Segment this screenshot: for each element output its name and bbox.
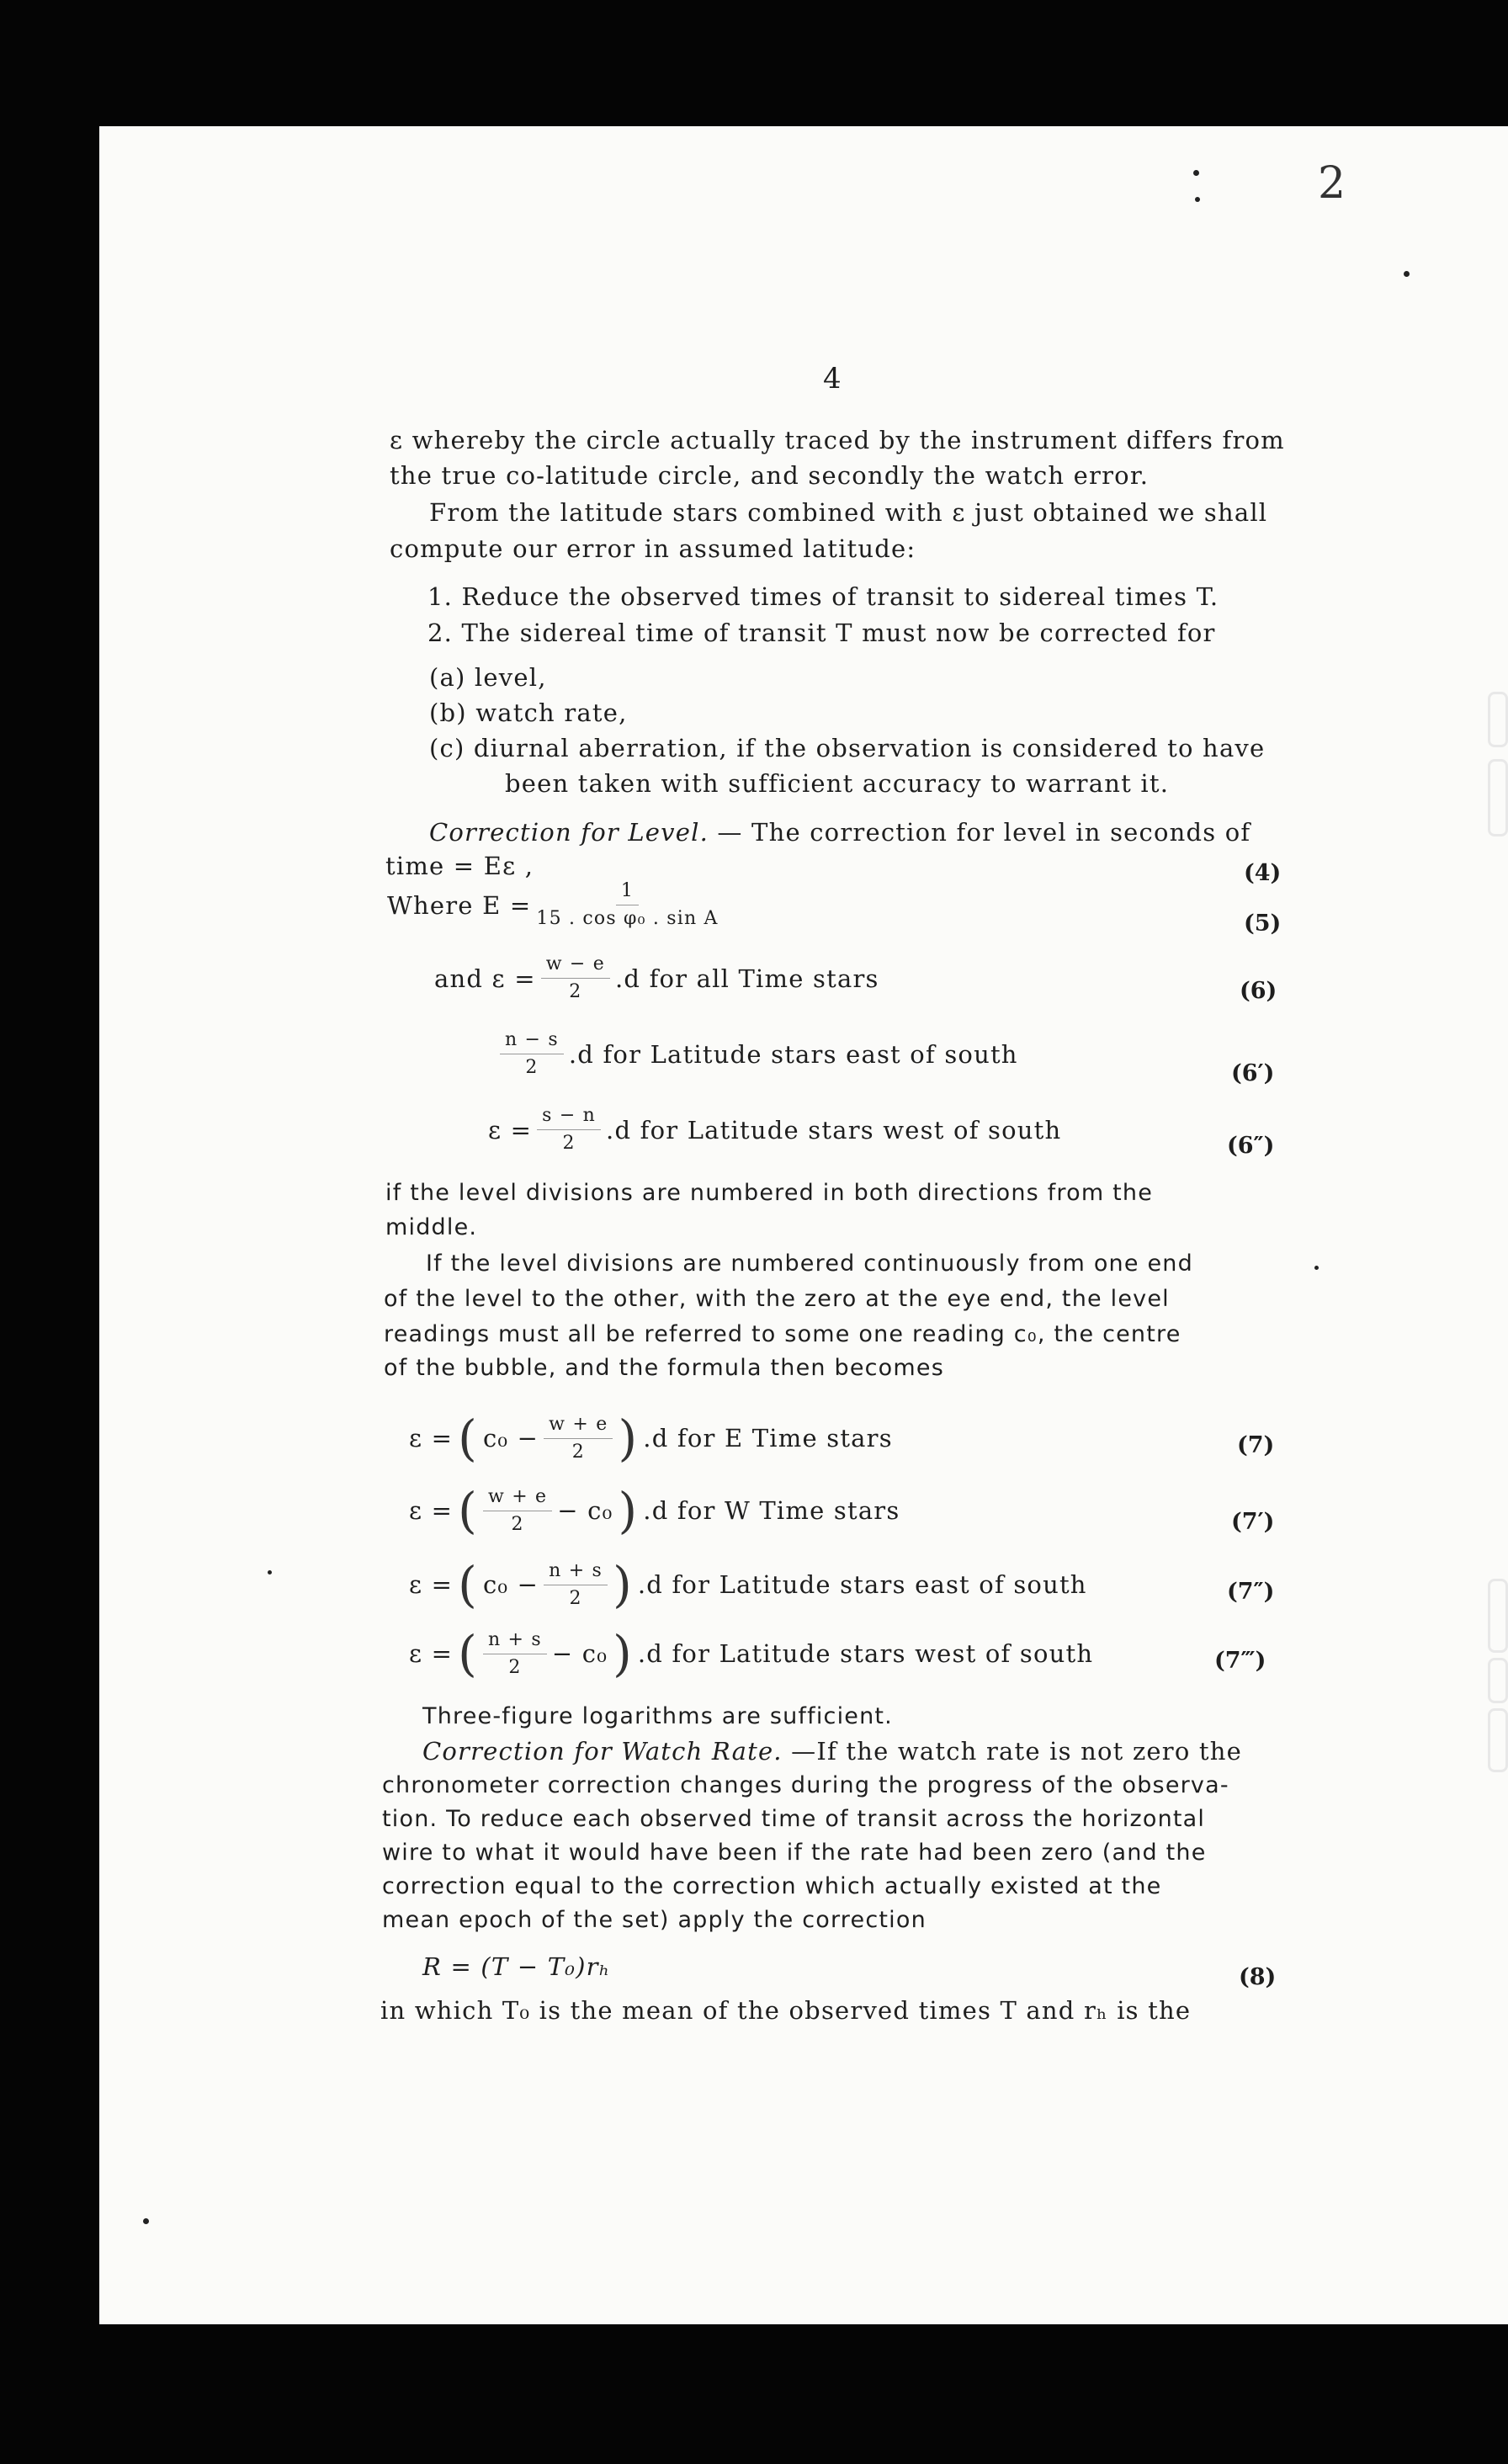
equation-number: (4) — [1244, 860, 1282, 886]
denominator: 2 — [511, 1513, 524, 1535]
equation-number: (7″) — [1227, 1579, 1275, 1605]
binding-mark — [1488, 1708, 1508, 1772]
equation-6-prime — [500, 1031, 1018, 1077]
denominator: 2 — [525, 1057, 539, 1078]
section-heading: Correction for Level. — [429, 818, 709, 847]
scanned-page — [99, 126, 1508, 2324]
text: —If the watch rate is not zero the — [791, 1737, 1243, 1766]
text-line: wire to what it would have been if the rate had been zero (and the — [382, 1840, 1207, 1866]
denominator: 2 — [571, 1441, 585, 1463]
text: .d for Latitude stars west of south — [606, 1115, 1062, 1144]
equation-7-double-prime — [409, 1556, 1087, 1613]
paren: ( — [458, 1482, 478, 1539]
list-item-c-cont: been taken with sufficient accuracy to warrant it. — [505, 769, 1170, 798]
equation-number: (6″) — [1227, 1133, 1275, 1159]
lhs: ε = — [409, 1639, 454, 1668]
equation-number: (7′) — [1231, 1509, 1275, 1535]
numerator: w + e — [544, 1415, 613, 1439]
scan-speck — [268, 1570, 272, 1575]
step-2: 2. The sidereal time of transit T must now be corrected for — [427, 619, 1216, 647]
text-line: mean epoch of the set) apply the correction — [382, 1907, 927, 1933]
text-line: compute our error in assumed latitude: — [390, 534, 916, 563]
list-item-a: (a) level, — [429, 663, 547, 692]
paren: ( — [458, 1556, 478, 1613]
scan-speck — [1314, 1266, 1319, 1270]
text: — The correction for level in seconds of — [717, 818, 1251, 847]
text-line: From the latitude stars combined with ε just obtained we shall — [429, 498, 1268, 527]
denominator: 2 — [562, 1133, 576, 1154]
fraction — [544, 1415, 613, 1462]
numerator: s − n — [537, 1107, 601, 1130]
correction-level-line — [429, 818, 1250, 847]
scan-speck — [1404, 271, 1410, 277]
denominator: 15 . cos φ₀ . sin A — [536, 908, 719, 929]
binding-mark — [1488, 1658, 1508, 1703]
text-line: Three-figure logarithms are sufficient. — [422, 1703, 893, 1729]
lhs: ε = — [488, 1115, 533, 1144]
equation-number: (6′) — [1231, 1060, 1275, 1086]
denominator: 2 — [508, 1656, 522, 1678]
fraction — [536, 882, 718, 928]
equation-number: (7) — [1237, 1432, 1275, 1458]
equation-8: R = (T − T₀)rₕ — [422, 1952, 611, 1981]
fraction — [483, 1485, 552, 1535]
list-item-b: (b) watch rate, — [429, 698, 628, 727]
text-line: the true co-latitude circle, and secondly the watch error. — [390, 461, 1150, 490]
scan-speck — [143, 2218, 149, 2224]
equation-7 — [409, 1410, 893, 1467]
term: − c₀ — [551, 1639, 608, 1668]
equation-number: (8) — [1239, 1964, 1277, 1990]
lhs: ε = — [409, 1570, 454, 1599]
binding-mark — [1488, 692, 1508, 747]
lhs: ε = — [409, 1496, 454, 1525]
term: − c₀ — [557, 1496, 613, 1525]
equation-7-prime — [409, 1482, 900, 1539]
fraction — [537, 1107, 601, 1153]
equation-6-double-prime — [488, 1107, 1061, 1153]
scan-speck — [1193, 170, 1199, 176]
equation-5 — [387, 882, 719, 928]
label: and ε = — [434, 964, 536, 993]
denominator: 2 — [569, 1587, 582, 1609]
text-line: of the bubble, and the formula then becomes — [384, 1355, 944, 1381]
step-1: 1. Reduce the observed times of transit to sidereal times T. — [427, 582, 1219, 611]
fraction — [483, 1628, 547, 1678]
paren: ( — [458, 1410, 478, 1467]
paren: ( — [458, 1625, 478, 1682]
text-line: tion. To reduce each observed time of transit across the horizontal — [382, 1806, 1206, 1832]
numerator: n + s — [544, 1562, 608, 1585]
label: Where E = — [387, 890, 532, 920]
text: .d for all Time stars — [614, 964, 879, 993]
text-line: of the level to the other, with the zero at the eye end, the level — [384, 1286, 1170, 1312]
denominator: 2 — [569, 981, 582, 1002]
fraction — [541, 955, 610, 1001]
text-line: time = Eε , — [385, 852, 534, 880]
fraction — [500, 1031, 564, 1077]
numerator: n − s — [500, 1031, 564, 1054]
correction-watch-line — [422, 1737, 1242, 1766]
numerator: w + e — [483, 1488, 552, 1511]
text: .d for Latitude stars east of south — [637, 1570, 1087, 1599]
numerator: w − e — [541, 955, 610, 979]
text-line: in which T₀ is the mean of the observed times T and rₕ is the — [380, 1996, 1192, 2025]
binding-mark — [1488, 1579, 1508, 1653]
text: .d for Latitude stars west of south — [637, 1639, 1094, 1668]
scan-speck — [1195, 197, 1200, 202]
paren: ) — [613, 1625, 633, 1682]
equation-6 — [434, 955, 879, 1001]
equation-7-triple-prime — [409, 1625, 1094, 1682]
text-line: chronometer correction changes during the progress of the observa- — [382, 1772, 1229, 1798]
text: .d for E Time stars — [643, 1424, 893, 1452]
text: .d for W Time stars — [643, 1496, 900, 1525]
paren: ) — [618, 1410, 639, 1467]
equation-number: (5) — [1244, 911, 1282, 937]
page-number: 4 — [823, 362, 842, 396]
list-item-c: (c) diurnal aberration, if the observation is considered to have — [429, 734, 1266, 762]
text-line: correction equal to the correction which actually existed at the — [382, 1873, 1162, 1899]
text: .d for Latitude stars east of south — [568, 1039, 1018, 1069]
equation-number: (7‴) — [1214, 1648, 1266, 1674]
text-line: readings must all be referred to some one reading c₀, the centre — [384, 1321, 1181, 1347]
fraction — [544, 1559, 608, 1609]
text-line: if the level divisions are numbered in both directions from the — [385, 1180, 1154, 1206]
text-line: ε whereby the circle actually traced by the instrument differs from — [390, 426, 1285, 454]
corner-mark: 2 — [1318, 158, 1346, 209]
term: c₀ − — [482, 1570, 539, 1599]
numerator: n + s — [483, 1631, 547, 1654]
lhs: ε = — [409, 1424, 454, 1452]
paren: ) — [618, 1482, 639, 1539]
text-line: If the level divisions are numbered continuously from one end — [426, 1251, 1193, 1277]
numerator: 1 — [616, 882, 639, 905]
equation-number: (6) — [1240, 978, 1277, 1004]
binding-mark — [1488, 759, 1508, 836]
section-heading: Correction for Watch Rate. — [422, 1737, 783, 1766]
paren: ) — [613, 1556, 633, 1613]
term: c₀ − — [482, 1424, 539, 1452]
text-line: middle. — [385, 1214, 478, 1240]
